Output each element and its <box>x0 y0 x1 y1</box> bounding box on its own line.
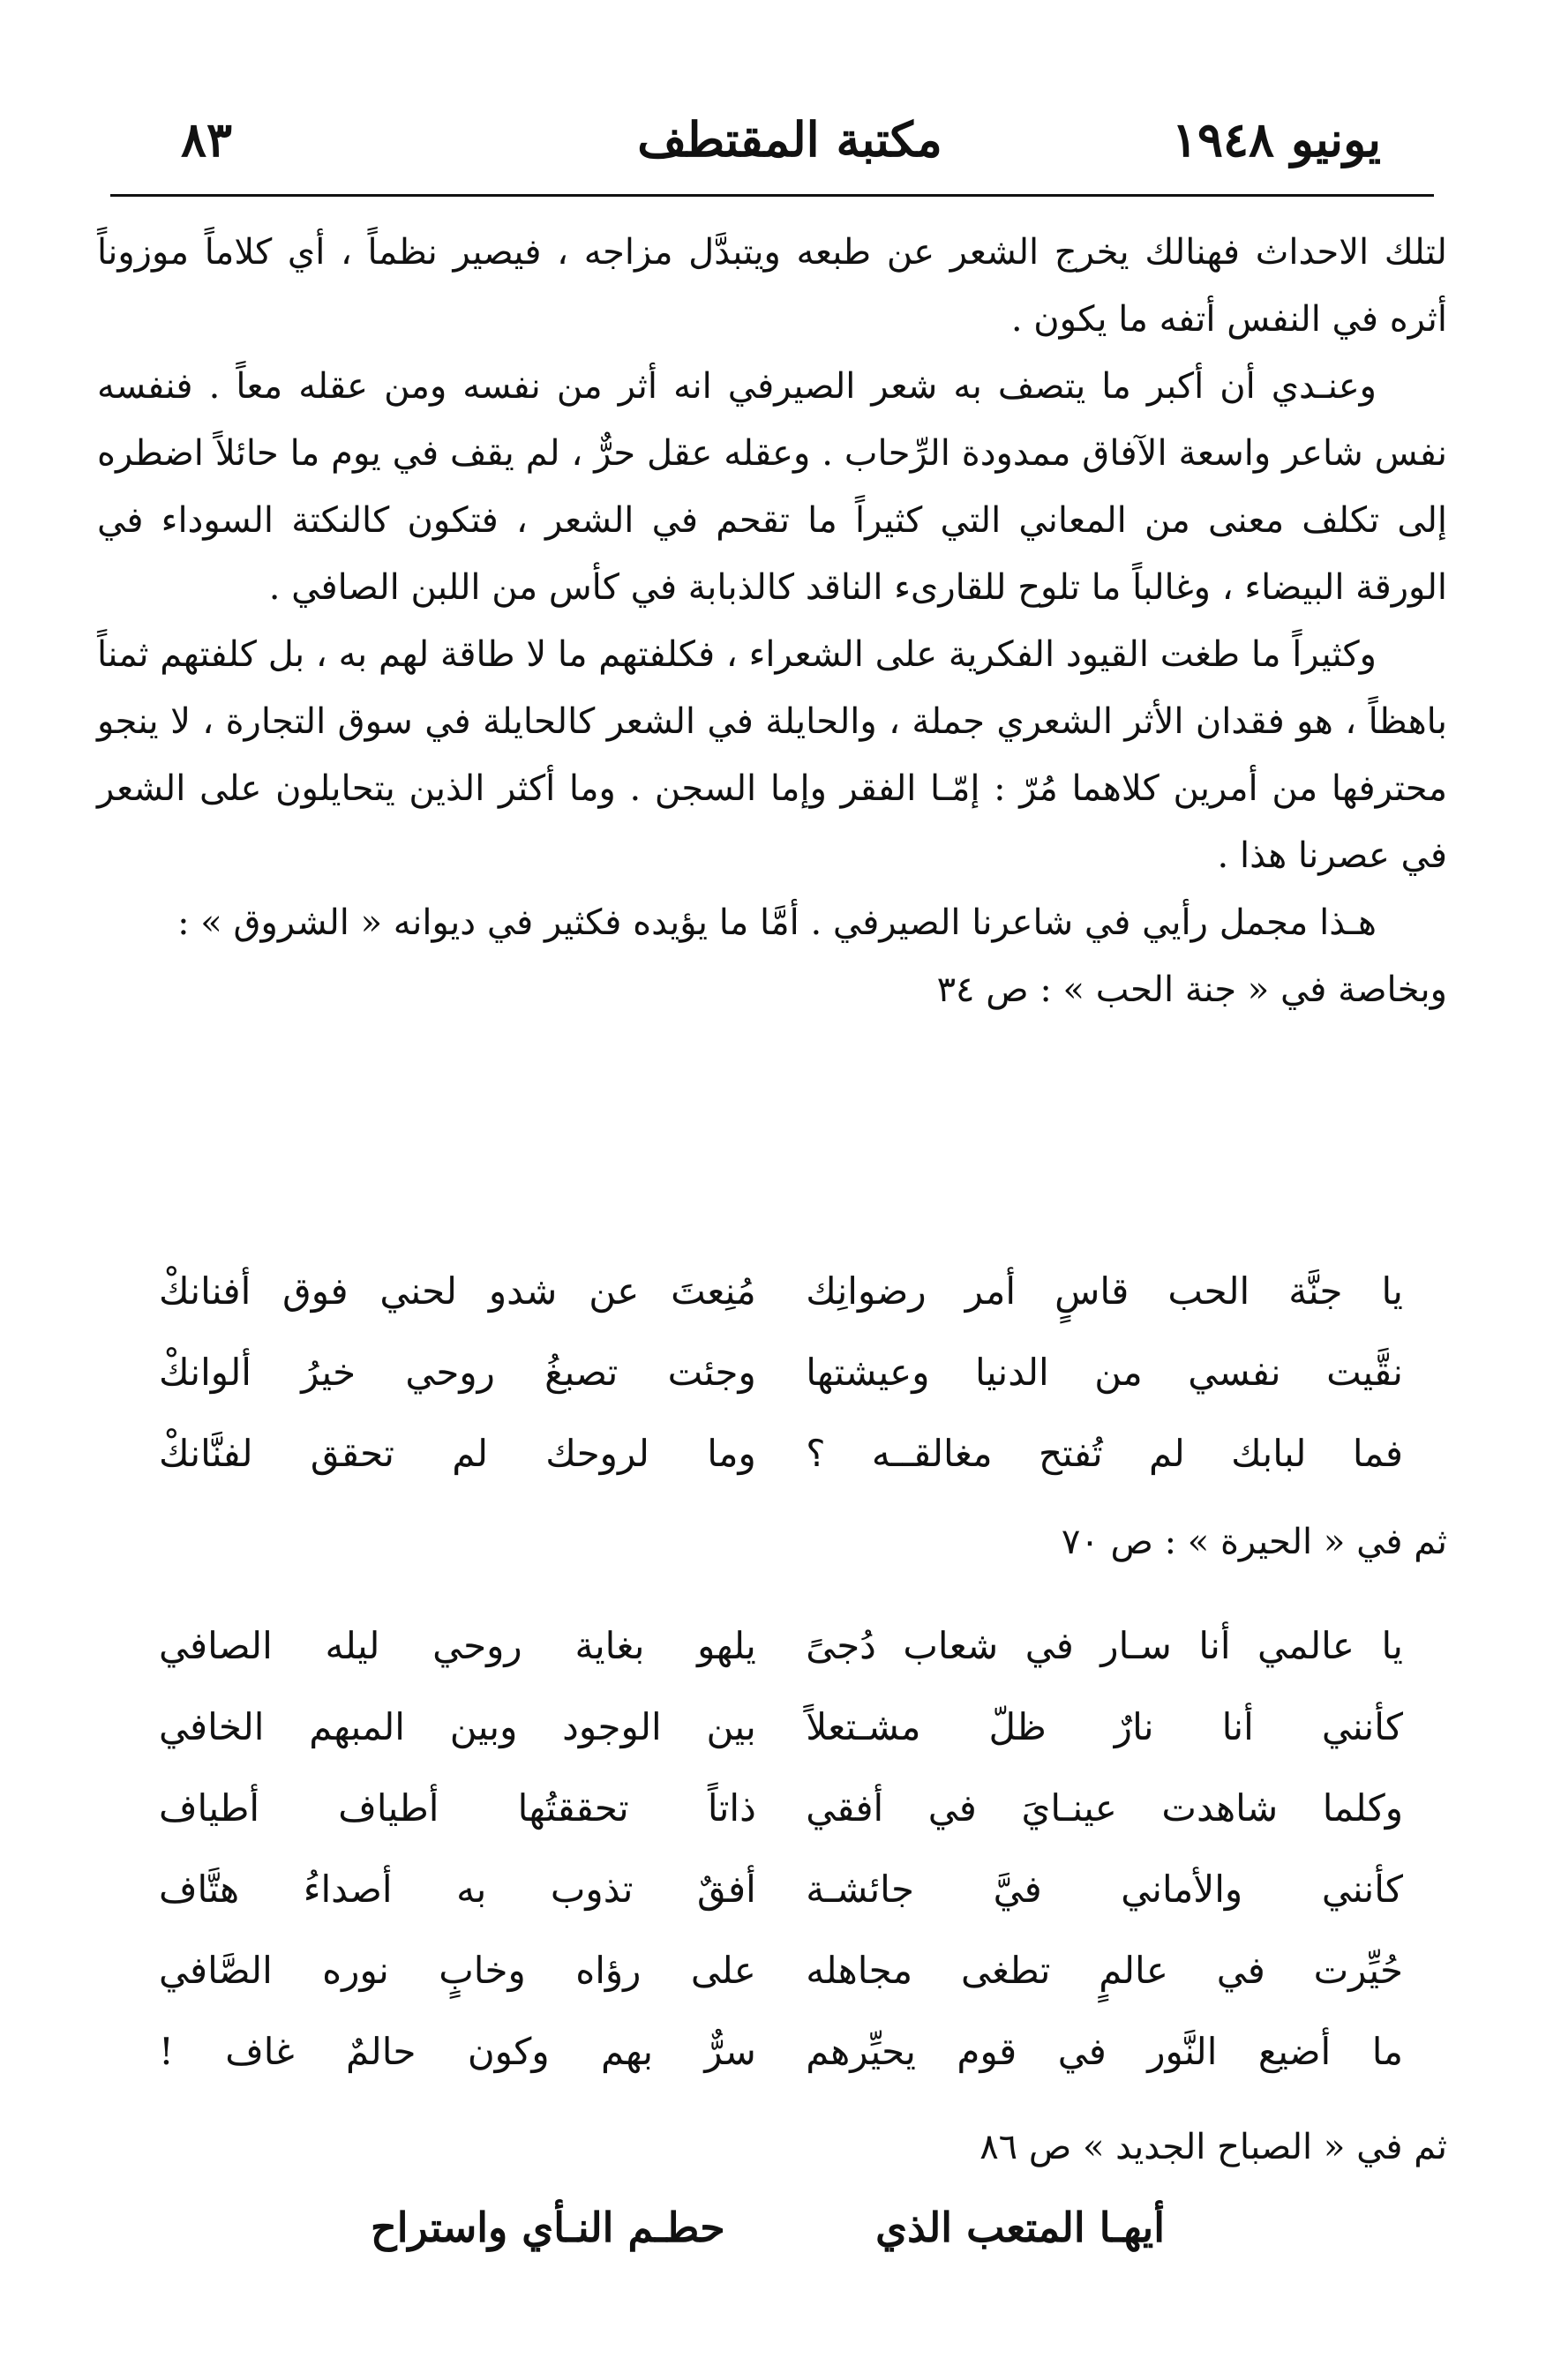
verse-line <box>159 1930 1403 2011</box>
final-verse <box>371 2188 1165 2267</box>
running-head <box>163 104 1416 175</box>
source-line-2: ثم في « الحيرة » : ص ٧٠ <box>1061 1522 1447 1562</box>
final-verse-first-hemistich: أيهـا المتعب الذي <box>875 2204 1165 2251</box>
verse-second-hemistich: سرٌّ بهم وكون حالمٌ غاف ! <box>159 2030 756 2073</box>
final-verse-second-hemistich: حطـم النـأي واستراح <box>371 2204 725 2251</box>
verse-line <box>159 1332 1403 1413</box>
verse-first-hemistich: ما أضيع النَّور في قوم يحيِّرهم <box>806 2030 1403 2073</box>
poem-jannat-al-hubb <box>159 1251 1403 1494</box>
verse-second-hemistich: ذاتاً تحققتُها أطياف أطياف <box>159 1786 756 1830</box>
verse-line <box>159 1687 1403 1768</box>
page-number: ٨٣ <box>181 111 233 168</box>
verse-first-hemistich: وكلما شاهدت عينـايَ في أفقي <box>806 1786 1403 1830</box>
verse-line <box>159 1251 1403 1332</box>
verse-first-hemistich: فما لبابك لم تُفتح مغالقــه ؟ <box>806 1432 1403 1475</box>
verse-first-hemistich: كأنني أنا نارٌ ظلّ مشـتعلاً <box>806 1705 1403 1748</box>
header-title: مكتبة المقتطف <box>637 111 942 168</box>
verse-first-hemistich: كأنني والأماني فيَّ جائشـة <box>806 1867 1403 1911</box>
source-line-3: ثم في « الصباح الجديد » ص ٨٦ <box>979 2127 1447 2167</box>
verse-second-hemistich: وما لروحك لم تحقق لفنَّانكْ <box>159 1432 756 1475</box>
header-date: يونيو ١٩٤٨ <box>1172 111 1381 168</box>
verse-first-hemistich: يا عالمي أنا سـار في شعاب دُجىً <box>806 1624 1403 1667</box>
verse-second-hemistich: مُنِعتَ عن شدو لحني فوق أفنانكْ <box>159 1269 756 1313</box>
header-rule <box>110 194 1434 197</box>
verse-first-hemistich: حُيِّرت في عالمٍ تطغى مجاهله <box>806 1949 1403 1992</box>
verse-line <box>159 2011 1403 2092</box>
verse-second-hemistich: بين الوجود وبين المبهم الخافي <box>159 1705 756 1748</box>
verse-second-hemistich: على رؤاه وخابٍ نوره الصَّافي <box>159 1949 756 1992</box>
verse-line <box>159 1605 1403 1687</box>
verse-second-hemistich: أفقٌ تذوب به أصداءُ هتَّاف <box>159 1867 756 1911</box>
verse-first-hemistich: يا جنَّة الحب قاسٍ أمر رضوانِك <box>806 1269 1403 1313</box>
poem-al-hayra <box>159 1605 1403 2092</box>
paragraph-3: وكثيراً ما طغت القيود الفكرية على الشعراء ، فكلفتهم ما لا طاقة لهم به ، بل كلفتهم ثمناً باهظاً ، هو فقدان الأثر الشعري جملة ، والحايلة في الشعر كالحايلة في سوق التجارة ، لا ينجو محترفها من أمرين كلاهما مُرّ : إمّـا الفقر وإما السجن . وما أكثر الذين يتحايلون على الشعر في عصرنا هذا . <box>97 634 1447 876</box>
verse-second-hemistich: يلهو بغاية روحي ليله الصافي <box>159 1624 756 1667</box>
verse-line <box>159 1849 1403 1930</box>
verse-line <box>159 1413 1403 1494</box>
paragraph-1: لتلك الاحداث فهنالك يخرج الشعر عن طبعه ويتبدَّل مزاجه ، فيصير نظماً ، أي كلاماً موزوناً أثره في النفس أتفه ما يكون . <box>97 232 1447 340</box>
body-text <box>97 219 1447 1023</box>
paragraph-2: وعنـدي أن أكبر ما يتصف به شعر الصيرفي انه أثر من نفسه ومن عقله معاً . فنفسه نفس شاعر واسعة الآفاق ممدودة الرِّحاب . وعقله عقل حرٌّ ، لم يقف في يوم ما حائلاً اضطره إلى تكلف معنى من المعاني التي كثيراً ما تقحم في الشعر ، فتكون كالنكتة السوداء في الورقة البيضاء ، وغالباً ما تلوح للقارىء الناقد كالذبابة في كأس من اللبن الصافي . <box>97 366 1447 608</box>
verse-second-hemistich: وجئت تصبغُ روحي خيرُ ألوانكْ <box>159 1351 756 1394</box>
source-line-1: وبخاصة في « جنة الحب » : ص ٣٤ <box>936 969 1447 1010</box>
verse-line <box>159 1768 1403 1849</box>
paragraph-4: هـذا مجمل رأيي في شاعرنا الصيرفي . أمَّا ما يؤيده فكثير في ديوانه « الشروق » : <box>177 902 1377 943</box>
verse-first-hemistich: نقَّيت نفسي من الدنيا وعيشتها <box>806 1351 1403 1394</box>
